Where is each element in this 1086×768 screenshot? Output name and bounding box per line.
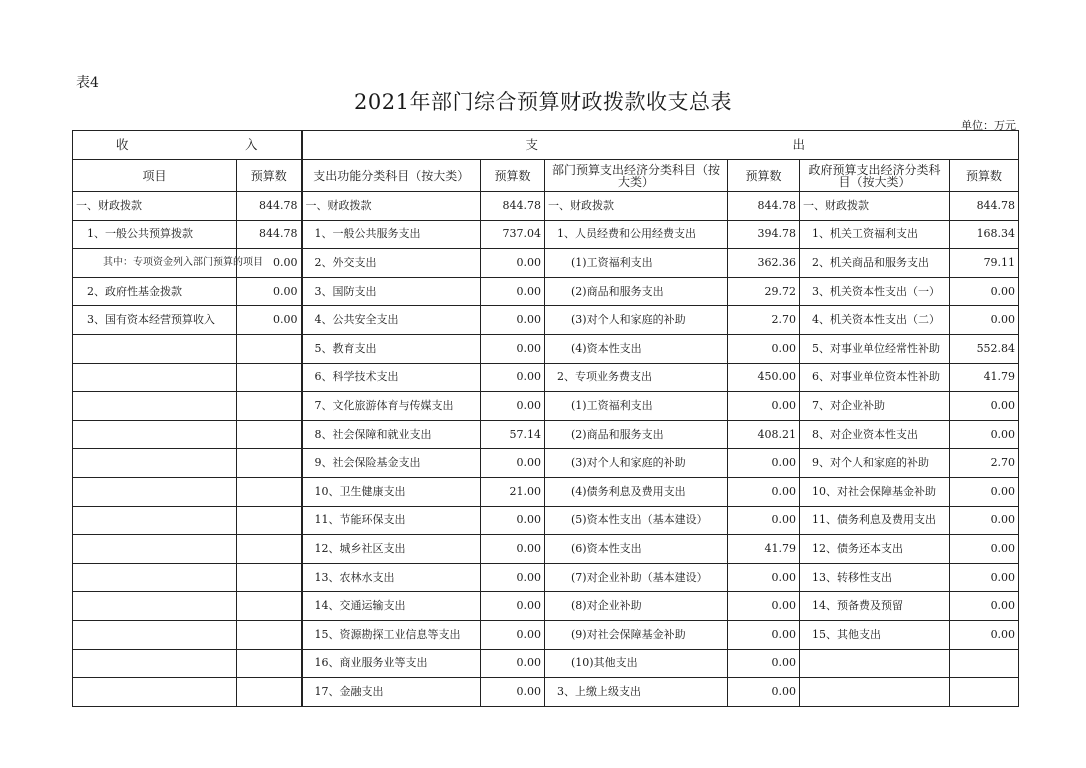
income-budget-cell: 0.00 — [237, 249, 302, 278]
income-budget-cell — [237, 535, 302, 564]
table-row — [73, 620, 1019, 649]
function-item-cell: 一、财政拨款 — [302, 192, 481, 221]
col-header-gov-econ: 政府预算支出经济分类科目（按大类） — [800, 160, 950, 192]
function-budget-cell: 0.00 — [481, 334, 545, 363]
dept-econ-budget-cell: 0.00 — [728, 334, 800, 363]
gov-econ-item-cell: 12、债务还本支出 — [800, 535, 950, 564]
gov-econ-item-cell: 5、对事业单位经常性补助 — [800, 334, 950, 363]
dept-econ-item-cell: (8)对企业补助 — [545, 592, 728, 621]
gov-econ-item-cell: 13、转移性支出 — [800, 563, 950, 592]
function-item-cell: 16、商业服务业等支出 — [302, 649, 481, 678]
expense-header-char-2: 出 — [792, 137, 806, 152]
income-item-cell — [73, 563, 237, 592]
dept-econ-item-cell: (1)工资福利支出 — [545, 392, 728, 421]
dept-econ-budget-cell: 0.00 — [728, 449, 800, 478]
income-budget-cell — [237, 678, 302, 707]
budget-summary-table — [72, 130, 1019, 707]
dept-econ-budget-cell: 450.00 — [728, 363, 800, 392]
function-budget-cell: 0.00 — [481, 277, 545, 306]
function-budget-cell: 0.00 — [481, 535, 545, 564]
function-item-cell: 10、卫生健康支出 — [302, 477, 481, 506]
function-budget-cell: 844.78 — [481, 192, 545, 221]
function-budget-cell: 0.00 — [481, 563, 545, 592]
income-item-cell: 2、政府性基金拨款 — [73, 277, 237, 306]
function-item-cell: 13、农林水支出 — [302, 563, 481, 592]
dept-econ-budget-cell: 29.72 — [728, 277, 800, 306]
unit-label: 单位：万元 — [961, 119, 1016, 132]
dept-econ-item-cell: (1)工资福利支出 — [545, 249, 728, 278]
gov-econ-item-cell: 10、对社会保障基金补助 — [800, 477, 950, 506]
function-budget-cell: 0.00 — [481, 678, 545, 707]
income-item-cell: 1、一般公共预算拨款 — [73, 220, 237, 249]
income-budget-cell — [237, 449, 302, 478]
income-item-cell — [73, 363, 237, 392]
expense-section-header — [302, 131, 1019, 160]
dept-econ-budget-cell: 394.78 — [728, 220, 800, 249]
function-budget-cell: 0.00 — [481, 306, 545, 335]
gov-econ-item-cell: 4、机关资本性支出（二） — [800, 306, 950, 335]
function-item-cell: 8、社会保障和就业支出 — [302, 420, 481, 449]
gov-econ-item-cell: 3、机关资本性支出（一） — [800, 277, 950, 306]
function-item-cell: 9、社会保险基金支出 — [302, 449, 481, 478]
gov-econ-budget-cell: 0.00 — [950, 392, 1019, 421]
gov-econ-item-cell: 1、机关工资福利支出 — [800, 220, 950, 249]
dept-econ-item-cell: (3)对个人和家庭的补助 — [545, 449, 728, 478]
function-budget-cell: 0.00 — [481, 649, 545, 678]
income-item-cell — [73, 506, 237, 535]
expense-header-char-1: 支 — [525, 137, 539, 152]
function-item-cell: 14、交通运输支出 — [302, 592, 481, 621]
gov-econ-item-cell: 11、债务利息及费用支出 — [800, 506, 950, 535]
dept-econ-budget-cell: 0.00 — [728, 649, 800, 678]
dept-econ-item-cell: (5)资本性支出（基本建设） — [545, 506, 728, 535]
income-budget-cell — [237, 392, 302, 421]
table-row — [73, 535, 1019, 564]
income-budget-cell — [237, 620, 302, 649]
income-budget-cell — [237, 592, 302, 621]
dept-econ-budget-cell: 844.78 — [728, 192, 800, 221]
income-item-cell: 3、国有资本经营预算收入 — [73, 306, 237, 335]
table-row — [73, 277, 1019, 306]
table-number-label: 表4 — [76, 75, 99, 91]
income-item-cell — [73, 477, 237, 506]
function-budget-cell: 0.00 — [481, 592, 545, 621]
table-row — [73, 420, 1019, 449]
gov-econ-budget-cell: 2.70 — [950, 449, 1019, 478]
gov-econ-item-cell — [800, 649, 950, 678]
function-budget-cell: 0.00 — [481, 449, 545, 478]
gov-econ-budget-cell — [950, 649, 1019, 678]
gov-econ-budget-cell: 0.00 — [950, 277, 1019, 306]
table-row — [73, 563, 1019, 592]
income-item-cell — [73, 449, 237, 478]
gov-econ-item-cell: 9、对个人和家庭的补助 — [800, 449, 950, 478]
income-budget-cell — [237, 477, 302, 506]
function-item-cell: 17、金融支出 — [302, 678, 481, 707]
table-row — [73, 449, 1019, 478]
table-row — [73, 306, 1019, 335]
dept-econ-budget-cell: 0.00 — [728, 592, 800, 621]
gov-econ-budget-cell: 168.34 — [950, 220, 1019, 249]
dept-econ-item-cell: (4)资本性支出 — [545, 334, 728, 363]
dept-econ-budget-cell: 0.00 — [728, 678, 800, 707]
table-row — [73, 192, 1019, 221]
table-row — [73, 392, 1019, 421]
function-item-cell: 12、城乡社区支出 — [302, 535, 481, 564]
dept-econ-budget-cell: 362.36 — [728, 249, 800, 278]
function-budget-cell: 0.00 — [481, 392, 545, 421]
table-row — [73, 678, 1019, 707]
table-row — [73, 220, 1019, 249]
gov-econ-budget-cell: 0.00 — [950, 420, 1019, 449]
document-title: 2021年部门综合预算财政拨款收支总表 — [354, 90, 732, 114]
gov-econ-budget-cell — [950, 678, 1019, 707]
table-row — [73, 477, 1019, 506]
col-header-gov-budget: 预算数 — [950, 160, 1019, 192]
table-row — [73, 506, 1019, 535]
income-budget-cell — [237, 506, 302, 535]
dept-econ-budget-cell: 0.00 — [728, 620, 800, 649]
gov-econ-item-cell: 14、预备费及预留 — [800, 592, 950, 621]
dept-econ-item-cell: (3)对个人和家庭的补助 — [545, 306, 728, 335]
function-item-cell: 4、公共安全支出 — [302, 306, 481, 335]
income-item-cell: 一、财政拨款 — [73, 192, 237, 221]
col-header-function: 支出功能分类科目（按大类） — [302, 160, 481, 192]
function-budget-cell: 0.00 — [481, 249, 545, 278]
function-item-cell: 3、国防支出 — [302, 277, 481, 306]
gov-econ-budget-cell: 552.84 — [950, 334, 1019, 363]
function-budget-cell: 737.04 — [481, 220, 545, 249]
income-item-cell — [73, 592, 237, 621]
gov-econ-budget-cell: 0.00 — [950, 535, 1019, 564]
gov-econ-budget-cell: 0.00 — [950, 592, 1019, 621]
dept-econ-item-cell: (10)其他支出 — [545, 649, 728, 678]
dept-econ-budget-cell: 408.21 — [728, 420, 800, 449]
dept-econ-budget-cell: 0.00 — [728, 477, 800, 506]
dept-econ-item-cell: 一、财政拨款 — [545, 192, 728, 221]
function-item-cell: 1、一般公共服务支出 — [302, 220, 481, 249]
income-budget-cell — [237, 363, 302, 392]
income-item-cell — [73, 392, 237, 421]
income-header-char-1: 收 — [116, 137, 129, 152]
income-item-cell — [73, 649, 237, 678]
income-budget-cell — [237, 334, 302, 363]
gov-econ-item-cell — [800, 678, 950, 707]
function-budget-cell: 57.14 — [481, 420, 545, 449]
gov-econ-item-cell: 7、对企业补助 — [800, 392, 950, 421]
income-item-cell — [73, 620, 237, 649]
section-header-row — [73, 131, 1019, 160]
income-budget-cell — [237, 649, 302, 678]
function-budget-cell: 0.00 — [481, 506, 545, 535]
table-row — [73, 363, 1019, 392]
income-header-char-2: 入 — [244, 137, 258, 152]
gov-econ-item-cell: 8、对企业资本性支出 — [800, 420, 950, 449]
gov-econ-budget-cell: 844.78 — [950, 192, 1019, 221]
gov-econ-item-cell: 一、财政拨款 — [800, 192, 950, 221]
dept-econ-item-cell: (4)债务利息及费用支出 — [545, 477, 728, 506]
function-budget-cell: 21.00 — [481, 477, 545, 506]
income-budget-cell — [237, 420, 302, 449]
table-row — [73, 249, 1019, 278]
gov-econ-budget-cell: 41.79 — [950, 363, 1019, 392]
function-item-cell: 15、资源勘探工业信息等支出 — [302, 620, 481, 649]
function-budget-cell: 0.00 — [481, 363, 545, 392]
dept-econ-budget-cell: 0.00 — [728, 563, 800, 592]
income-item-cell — [73, 420, 237, 449]
dept-econ-item-cell: 1、人员经费和公用经费支出 — [545, 220, 728, 249]
dept-econ-budget-cell: 0.00 — [728, 506, 800, 535]
gov-econ-budget-cell: 0.00 — [950, 506, 1019, 535]
income-budget-cell — [237, 563, 302, 592]
col-header-dept-econ: 部门预算支出经济分类科目（按大类） — [545, 160, 728, 192]
table-row — [73, 592, 1019, 621]
table-row — [73, 334, 1019, 363]
income-item-cell: 其中：专项资金列入部门预算的项目 — [73, 249, 237, 278]
dept-econ-budget-cell: 0.00 — [728, 392, 800, 421]
function-item-cell: 7、文化旅游体育与传媒支出 — [302, 392, 481, 421]
dept-econ-item-cell: (9)对社会保障基金补助 — [545, 620, 728, 649]
gov-econ-item-cell: 6、对事业单位资本性补助 — [800, 363, 950, 392]
income-budget-cell: 0.00 — [237, 277, 302, 306]
col-header-income-budget: 预算数 — [237, 160, 302, 192]
function-item-cell: 5、教育支出 — [302, 334, 481, 363]
dept-econ-budget-cell: 2.70 — [728, 306, 800, 335]
col-header-function-budget: 预算数 — [481, 160, 545, 192]
gov-econ-budget-cell: 0.00 — [950, 563, 1019, 592]
income-item-cell — [73, 678, 237, 707]
income-item-cell — [73, 535, 237, 564]
income-budget-cell: 844.78 — [237, 192, 302, 221]
function-item-cell: 6、科学技术支出 — [302, 363, 481, 392]
income-budget-cell: 844.78 — [237, 220, 302, 249]
gov-econ-budget-cell: 0.00 — [950, 620, 1019, 649]
income-item-cell — [73, 334, 237, 363]
gov-econ-item-cell: 15、其他支出 — [800, 620, 950, 649]
dept-econ-budget-cell: 41.79 — [728, 535, 800, 564]
column-header-row — [73, 160, 1019, 192]
dept-econ-item-cell: 3、上缴上级支出 — [545, 678, 728, 707]
gov-econ-budget-cell: 0.00 — [950, 306, 1019, 335]
dept-econ-item-cell: (2)商品和服务支出 — [545, 420, 728, 449]
dept-econ-item-cell: (2)商品和服务支出 — [545, 277, 728, 306]
function-budget-cell: 0.00 — [481, 620, 545, 649]
dept-econ-item-cell: (6)资本性支出 — [545, 535, 728, 564]
dept-econ-item-cell: (7)对企业补助（基本建设） — [545, 563, 728, 592]
income-budget-cell: 0.00 — [237, 306, 302, 335]
gov-econ-budget-cell: 79.11 — [950, 249, 1019, 278]
col-header-dept-budget: 预算数 — [728, 160, 800, 192]
function-item-cell: 11、节能环保支出 — [302, 506, 481, 535]
gov-econ-item-cell: 2、机关商品和服务支出 — [800, 249, 950, 278]
income-section-header — [73, 131, 302, 160]
col-header-item: 项目 — [73, 160, 237, 192]
dept-econ-item-cell: 2、专项业务费支出 — [545, 363, 728, 392]
function-item-cell: 2、外交支出 — [302, 249, 481, 278]
gov-econ-budget-cell: 0.00 — [950, 477, 1019, 506]
table-row — [73, 649, 1019, 678]
